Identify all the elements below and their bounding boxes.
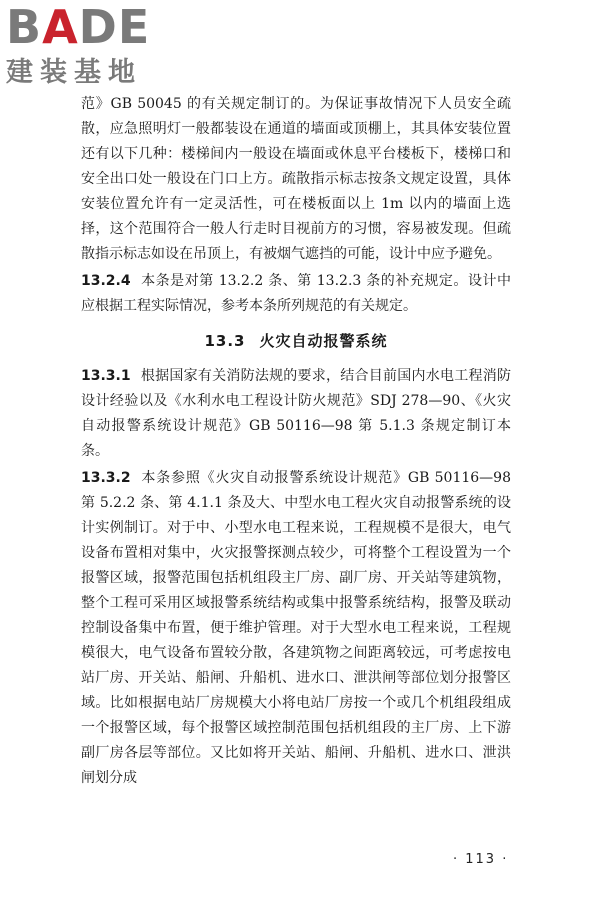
clause-13-3-2 bbox=[81, 466, 511, 791]
clause-text: 根据国家有关消防法规的要求，结合目前国内水电工程消防设计经验以及《水利水电工程设计防火规范》SDJ 278—90、《火灾自动报警系统设计规范》GB 50116—98 第 5.1.3 条规定制订本条。 bbox=[81, 368, 511, 459]
clause-13-2-4 bbox=[81, 269, 511, 319]
clause-text: 本条是对第 13.2.2 条、第 13.2.3 条的补充规定。设计中应根据工程实际情况，参考本条所列规范的有关规定。 bbox=[81, 273, 511, 314]
document-body bbox=[81, 92, 511, 791]
paragraph-continued: 范》GB 50045 的有关规定制订的。为保证事故情况下人员安全疏散，应急照明灯一般都装设在通道的墙面或顶棚上，其具体安装位置还有以下几种：楼梯间内一般设在墙面或休息平台楼板下，楼梯口和安全出口处一般设在门口上方。疏散指示标志按条文规定设置，具体安装位置允许有一定灵活性，可在楼板面以上 1m 以内的墙面上选择，这个范围符合一般人行走时目视前方的习惯，容易被发现。但疏散指示标志如设在吊顶上，有被烟气遮挡的可能，设计中应予避免。 bbox=[81, 96, 511, 262]
watermark-letters-de: DE bbox=[78, 0, 151, 54]
watermark-letter-a: A bbox=[42, 0, 79, 54]
watermark-letter-b: B bbox=[6, 0, 43, 54]
clause-number: 13.3.2 bbox=[81, 470, 131, 486]
clause-text: 本条参照《火灾自动报警系统设计规范》GB 50116—98 第 5.2.2 条、第 4.1.1 条及大、中型水电工程火灾自动报警系统的设计实例制订。对于中、小型水电工程来说，工程规模不是很大，电气设备布置相对集中，火灾报警探测点较少，可将整个工程设置为一个报警区域，报警范围包括机组段主厂房、副厂房、开关站等建筑物，整个工程可采用区域报警系统结构或集中报警系统结构，报警及联动控制设备集中布置，便于维护管理。对于大型水电工程来说，工程规模很大，电气设备布置较分散，各建筑物之间距离较远，可考虑按电站厂房、开关站、船闸、升船机、进水口、泄洪闸等部位划分报警区域。比如根据电站厂房规模大小将电站厂房按一个或几个机组段组成一个报警区域，每个报警区域控制范围包括机组段的主厂房、上下游副厂房各层等部位。又比如将开关站、船闸、升船机、进水口、泄洪闸划分成 bbox=[81, 470, 511, 786]
page-number: · 113 · bbox=[453, 852, 509, 867]
section-number: 13.3 bbox=[204, 332, 246, 350]
watermark-chinese-text: 建装基地 bbox=[6, 57, 142, 88]
clause-13-3-1 bbox=[81, 364, 511, 464]
section-heading-13-3 bbox=[81, 329, 511, 354]
watermark-latin-text bbox=[6, 0, 176, 54]
section-title-text: 火灾自动报警系统 bbox=[259, 332, 388, 350]
clause-number: 13.2.4 bbox=[81, 273, 131, 289]
bade-watermark-logo bbox=[6, 0, 176, 90]
clause-number: 13.3.1 bbox=[81, 368, 131, 384]
